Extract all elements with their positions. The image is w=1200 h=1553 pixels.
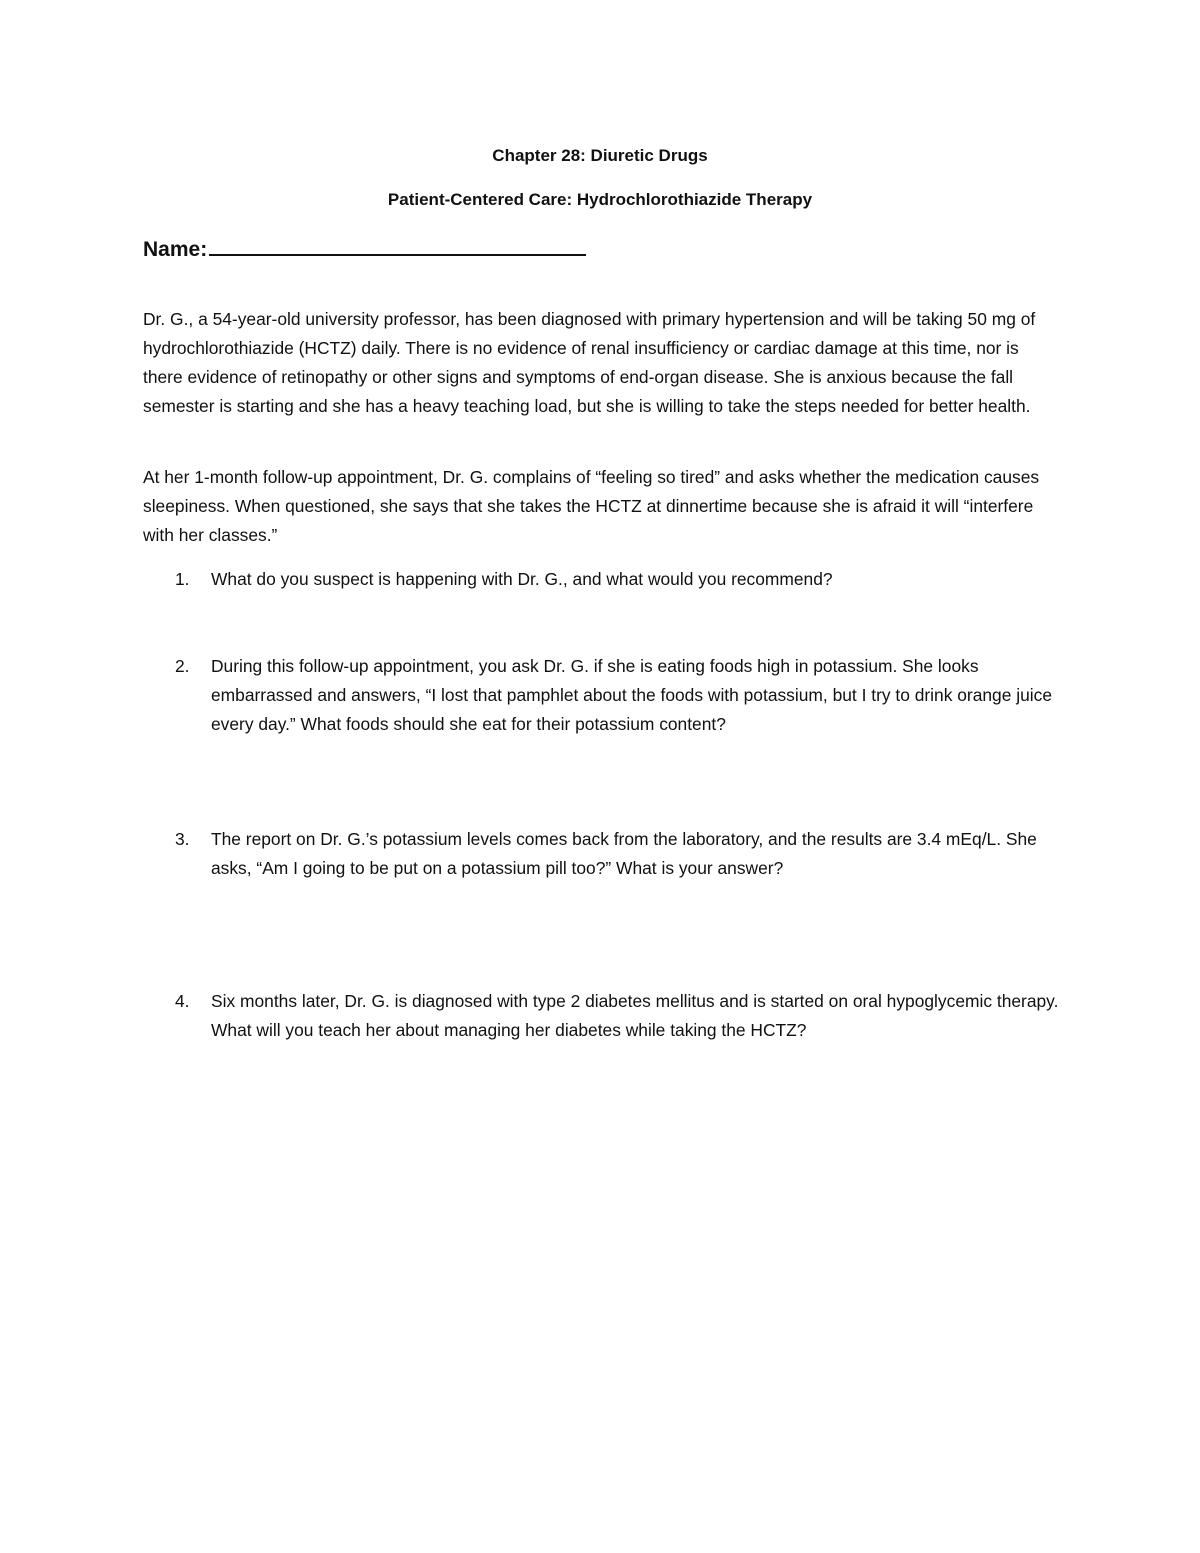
chapter-title: Chapter 28: Diuretic Drugs	[492, 146, 708, 165]
name-label: Name:	[143, 238, 208, 261]
question-number: 4.	[175, 991, 190, 1011]
question-text: The report on Dr. G.’s potassium levels comes back from the laboratory, and the results are 3.4 mEq/L. She asks, “Am I going to be put on a potassium pill too?” What is your answer?	[211, 829, 1037, 878]
document-subtitle: Patient-Centered Care: Hydrochlorothiazide Therapy	[387, 190, 813, 209]
question-text: During this follow-up appointment, you ask Dr. G. if she is eating foods high in potassium. She looks embarrassed and answers, “I lost that pamphlet about the foods with potassium, but I try to drink orange juice every day.” What foods should she eat for their potassium content?	[211, 656, 1052, 734]
question-item	[143, 825, 1063, 883]
question-number: 1.	[175, 569, 190, 589]
case-paragraph: Dr. G., a 54-year-old university professor, has been diagnosed with primary hypertension and will be taking 50 mg of hydrochlorothiazide (HCTZ) daily. There is no evidence of renal insufficiency or cardiac damage at this time, nor is there evidence of retinopathy or other signs and symptoms of end-organ disease. She is anxious because the fall semester is starting and she has a heavy teaching load, but she is willing to take the steps needed for better health.	[143, 309, 1036, 416]
question-item	[143, 652, 1063, 739]
name-field	[143, 230, 586, 262]
question-item	[143, 565, 1063, 594]
name-blank-line	[209, 230, 586, 256]
question-item	[143, 987, 1063, 1045]
question-text: Six months later, Dr. G. is diagnosed with type 2 diabetes mellitus and is started on oral hypoglycemic therapy. What will you teach her about managing her diabetes while taking the HCTZ?	[211, 991, 1059, 1040]
question-number: 2.	[175, 656, 190, 676]
case-paragraph: At her 1-month follow-up appointment, Dr. G. complains of “feeling so tired” and asks whether the medication causes sleepiness. When questioned, she says that she takes the HCTZ at dinnertime because she is afraid it will “interfere with her classes.”	[143, 467, 1040, 545]
question-number: 3.	[175, 829, 190, 849]
question-text: What do you suspect is happening with Dr. G., and what would you recommend?	[211, 569, 833, 589]
